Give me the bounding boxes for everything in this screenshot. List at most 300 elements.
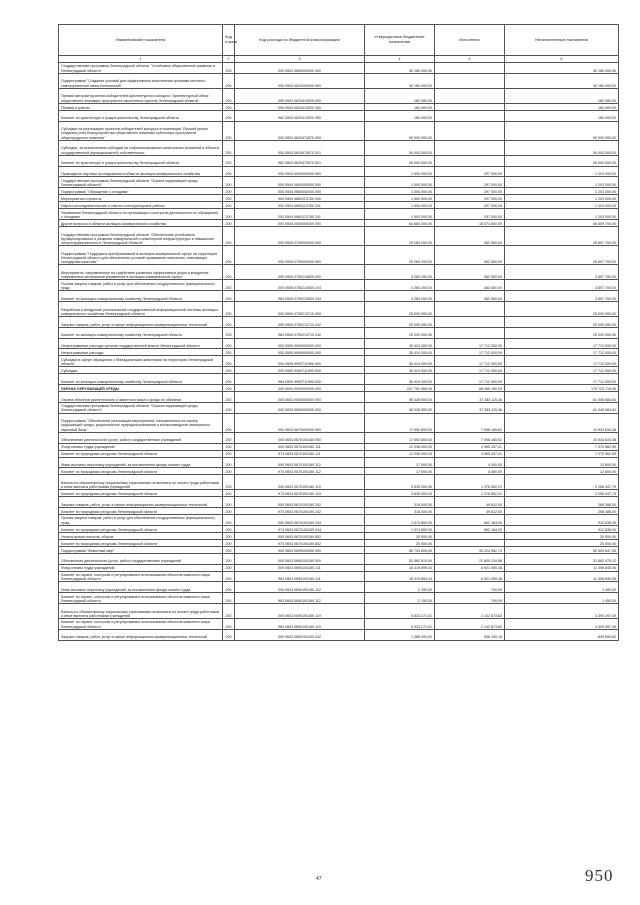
col-code-header: Код строки	[223, 25, 235, 56]
cell-executed: 297 000,00	[435, 209, 505, 220]
cell-kbk: 000 0603 0690100160 112	[235, 582, 365, 593]
cell-approved: 20 000,00	[365, 532, 435, 539]
cell-approved: 12 036 000,00	[365, 450, 435, 457]
cell-approved: 5 533 271,01	[365, 619, 435, 630]
cell-code: 200	[223, 209, 235, 220]
cell-executed: 297 000,00	[435, 188, 505, 195]
cell-remaining: 10 534 634,38	[505, 432, 619, 443]
cell-name: Комитет по охране, контролю и регулированию использования объектов животного мира Ленинградской области	[59, 619, 223, 630]
cell-approved: 50 000 000,00	[365, 121, 435, 140]
cell-name: Комитет по жилищно-коммунальному хозяйству Ленинградской области	[59, 291, 223, 302]
cell-code: 200	[223, 443, 235, 450]
cell-approved: 18 319 899,44	[365, 564, 435, 571]
cell-name: Фонд оплаты труда учреждений	[59, 564, 223, 571]
cell-kbk: 000 0503 0620474570 000	[235, 121, 365, 140]
cell-approved: 53 482 610,00	[365, 553, 435, 564]
cell-approved: 25 000 000,00	[365, 316, 435, 327]
cell-remaining: 17 712 000,00	[505, 349, 619, 356]
cell-name: Непрограммные расходы	[59, 349, 223, 356]
table-row	[59, 468, 619, 475]
table-row	[59, 265, 619, 280]
cell-remaining: 25 000 000,00	[505, 327, 619, 338]
table-row	[59, 546, 619, 553]
cell-name: Государственная программа Ленинградской области "Устойчивое общественное развитие в Ленинградской области"	[59, 63, 223, 74]
cell-remaining: 11 398 840,06	[505, 571, 619, 582]
cell-kbk: 000 0504 0660113760 241	[235, 202, 365, 209]
cell-approved: 18 319 899,44	[365, 571, 435, 582]
cell-remaining: 20 000,00	[505, 539, 619, 546]
table-row	[59, 629, 619, 640]
cell-code: 200	[223, 166, 235, 177]
cell-name: Взносы по обязательному социальному страхованию на выплаты по оплате труда работников и иные выплаты работникам учреждений	[59, 475, 223, 490]
cell-remaining: 2 258 447,79	[505, 490, 619, 497]
table-row	[59, 195, 619, 202]
cell-kbk: 000 0505 9990711990 000	[235, 356, 365, 367]
cell-name: Комитет по жилищно-коммунальному хозяйству Ленинградской области	[59, 327, 223, 338]
cell-approved: 2 150,00	[365, 593, 435, 604]
cell-kbk: 974 0603 0670100160 112	[235, 468, 365, 475]
cell-remaining: 12 600,00	[505, 457, 619, 468]
cell-code: 200	[223, 73, 235, 88]
cell-code: 200	[223, 525, 235, 532]
cell-name: Подпрограмма "Поддержка преобразований в жилищно-коммунальной сфере на территории Ленинградской области для обеспечения условий проживания населения, отвечающих стандартам качества"	[59, 246, 223, 265]
cell-kbk: 000 0503 0600000000 000	[235, 63, 365, 74]
cell-remaining: 61 045 684,64	[505, 391, 619, 402]
cell-executed: 37 283 115,36	[435, 402, 505, 413]
cell-remaining: 46 609 700,00	[505, 219, 619, 226]
cell-remaining: 17 712 000,00	[505, 338, 619, 349]
cell-code: 200	[223, 177, 235, 188]
cell-name: Субсидии в сфере обращения с безнадзорными животными на территории Ленинградской области	[59, 356, 223, 367]
cell-name: Премии авторам проектов-победителей архитектурного конкурса "Архитектурный облик общественно-значимых пространств населенных пунктов Ленинградской области"	[59, 88, 223, 103]
cell-remaining: 50 509 647,26	[505, 546, 619, 553]
cell-code: 200	[223, 468, 235, 475]
cell-code: 200	[223, 327, 235, 338]
cell-executed: 362 500,00	[435, 280, 505, 291]
cell-approved: 80 734 600,00	[365, 546, 435, 553]
cell-executed: 1 376 552,21	[435, 490, 505, 497]
cell-approved: 1 574 800,00	[365, 525, 435, 532]
table-row	[59, 553, 619, 564]
table-row	[59, 219, 619, 226]
cell-remaining: 1 450,00	[505, 593, 619, 604]
table-row	[59, 450, 619, 457]
cell-code: 200	[223, 155, 235, 166]
cell-approved: 25 000 000,00	[365, 301, 435, 316]
cell-executed	[435, 63, 505, 74]
cell-executed: 297 000,00	[435, 202, 505, 209]
cell-name: Субсидии	[59, 367, 223, 374]
cell-code: 200	[223, 121, 235, 140]
table-row	[59, 413, 619, 432]
cell-executed: 17 712 000,00	[435, 338, 505, 349]
cell-executed: 6 921 059,38	[435, 564, 505, 571]
cell-code: 200	[223, 110, 235, 121]
cell-name: Научно-исследовательские и опытно-конструкторские работы	[59, 202, 223, 209]
cell-kbk: 000 0505 0750210830 000	[235, 265, 365, 280]
cell-executed: 362 500,00	[435, 265, 505, 280]
cell-executed	[435, 73, 505, 88]
cell-code: 200	[223, 63, 235, 74]
cell-approved: 50 000 000,00	[365, 155, 435, 166]
cell-executed: 17 712 000,00	[435, 367, 505, 374]
cell-kbk: 984 0505 0750213710 242	[235, 327, 365, 338]
cell-name: Комитет по природным ресурсам Ленинградской области	[59, 468, 223, 475]
table-row	[59, 202, 619, 209]
cell-remaining: 268 388,00	[505, 508, 619, 515]
cell-remaining: 3 390 397,39	[505, 604, 619, 619]
column-index: 4	[365, 56, 435, 63]
cell-code: 200	[223, 497, 235, 508]
table-row	[59, 497, 619, 508]
cell-name: Управление Ленинградской области по организации и контролю деятельности по обращению с отходами	[59, 209, 223, 220]
cell-kbk: 000 0603 0670100160 000	[235, 432, 365, 443]
cell-name: Комитет по охране, контролю и регулированию использования объектов животного мира Ленинградской области	[59, 571, 223, 582]
table-row	[59, 564, 619, 571]
cell-remaining: 1 203 000,00	[505, 202, 619, 209]
cell-name: Охрана объектов растительного и животного мира и среды их обитания	[59, 391, 223, 402]
cell-executed: 2 142 873,62	[435, 604, 505, 619]
cell-approved: 20 000,00	[365, 539, 435, 546]
cell-remaining: 31 682 475,12	[505, 553, 619, 564]
cell-remaining: 28 897 700,00	[505, 226, 619, 245]
cell-remaining: 17 712 000,00	[505, 367, 619, 374]
cell-remaining: 11 398 840,06	[505, 564, 619, 571]
cell-approved: 180 000,00	[365, 103, 435, 110]
cell-remaining: 50 000 000,00	[505, 121, 619, 140]
cell-kbk: 000 0603 0600000000 000	[235, 402, 365, 413]
cell-remaining: 1 203 000,00	[505, 177, 619, 188]
cell-approved: 50 180 000,00	[365, 73, 435, 88]
column-index: 6	[505, 56, 619, 63]
table-row	[59, 166, 619, 177]
cell-name: Обеспечение деятельности (услуг, работ) государственных учреждений	[59, 432, 223, 443]
table-row	[59, 508, 619, 515]
cell-approved: 1 500 000,00	[365, 202, 435, 209]
cell-executed: 700,00	[435, 582, 505, 593]
cell-kbk: 000 0603 0690100160 111	[235, 564, 365, 571]
cell-remaining: 912 636,00	[505, 525, 619, 532]
cell-kbk: 000 0603 0670100160 119	[235, 475, 365, 490]
cell-remaining: 180 000,00	[505, 110, 619, 121]
cell-code: 200	[223, 515, 235, 526]
cell-executed	[435, 327, 505, 338]
cell-code: 200	[223, 571, 235, 582]
table-body	[59, 63, 619, 641]
cell-kbk: 000 0504 0660113760 000	[235, 195, 365, 202]
cell-approved: 17 592 800,00	[365, 413, 435, 432]
cell-executed	[435, 121, 505, 140]
table-row	[59, 593, 619, 604]
cell-executed: 7 058 165,62	[435, 432, 505, 443]
column-index: 3	[235, 56, 365, 63]
cell-kbk: 000 0505 0750000000 000	[235, 246, 365, 265]
cell-kbk: 974 0603 0670100160 242	[235, 508, 365, 515]
cell-executed: 1 376 552,21	[435, 475, 505, 490]
cell-code: 200	[223, 188, 235, 195]
handwritten-page-stamp: 950	[585, 866, 614, 885]
cell-code: 200	[223, 564, 235, 571]
cell-code: 200	[223, 546, 235, 553]
cell-remaining: 1 203 000,00	[505, 209, 619, 220]
cell-kbk: 000 0503 0620000000 000	[235, 73, 365, 88]
cell-name: Непрограммные расходы органов государственной власти Ленинградской области	[59, 338, 223, 349]
cell-executed: 4 965 437,41	[435, 450, 505, 457]
cell-executed: 662 164,00	[435, 515, 505, 526]
table-row	[59, 515, 619, 526]
cell-executed	[435, 316, 505, 327]
cell-remaining: 1 203 000,00	[505, 188, 619, 195]
cell-code: 200	[223, 265, 235, 280]
cell-approved: 50 180 000,00	[365, 63, 435, 74]
cell-kbk: 000 0603 0670100160 242	[235, 497, 365, 508]
cell-code: 200	[223, 367, 235, 374]
table-row	[59, 291, 619, 302]
cell-approved: 1 500 000,00	[365, 195, 435, 202]
cell-name: Подпрограмма "Животный мир"	[59, 546, 223, 553]
cell-code: 200	[223, 539, 235, 546]
cell-executed	[435, 88, 505, 103]
cell-executed: 4 965 437,41	[435, 443, 505, 450]
cell-approved: 25 000 000,00	[365, 327, 435, 338]
cell-kbk: 000 0503 0620413920 000	[235, 88, 365, 103]
cell-name: Уплата прочих налогов, сборов	[59, 532, 223, 539]
cell-name: Разработка и внедрение региональной государственной информационной системы жилищно-коммунального хозяйства Ленинградской области	[59, 301, 223, 316]
cell-remaining: 61 045 684,64	[505, 402, 619, 413]
cell-executed: 362 500,00	[435, 226, 505, 245]
cell-kbk: 000 0603 0690000000 000	[235, 546, 365, 553]
cell-code: 200	[223, 140, 235, 155]
cell-approved: 3 635 000,00	[365, 475, 435, 490]
cell-kbk: 000 0603 0690100160 119	[235, 604, 365, 619]
cell-remaining: 25 000 000,00	[505, 301, 619, 316]
cell-executed: 362 500,00	[435, 291, 505, 302]
cell-code: 200	[223, 280, 235, 291]
cell-approved: 12 036 000,00	[365, 443, 435, 450]
cell-code: 200	[223, 457, 235, 468]
cell-kbk: 000 0603 0690100160 242	[235, 629, 365, 640]
cell-remaining: 25 000 000,00	[505, 316, 619, 327]
col-remaining-header: Неисполненные назначения	[505, 25, 619, 56]
table-row	[59, 103, 619, 110]
cell-remaining: 20 000,00	[505, 532, 619, 539]
cell-executed: 21 800 134,88	[435, 553, 505, 564]
cell-name: Комитет по природным ресурсам Ленинградской области	[59, 508, 223, 515]
cell-kbk: 000 0505 0750210830 244	[235, 280, 365, 291]
cell-code: 200	[223, 475, 235, 490]
cell-kbk: 000 0504 0600000000 000	[235, 177, 365, 188]
cell-approved: 35 424 000,00	[365, 349, 435, 356]
cell-executed: 49 612,00	[435, 508, 505, 515]
table-row	[59, 571, 619, 582]
cell-kbk: 000 0603 0690100160 000	[235, 553, 365, 564]
table-row	[59, 301, 619, 316]
cell-approved: 247 792 906,00	[365, 384, 435, 391]
cell-kbk: 000 0603 0670100160 244	[235, 515, 365, 526]
cell-code: 200	[223, 103, 235, 110]
cell-remaining: 1 203 000,00	[505, 166, 619, 177]
cell-kbk: 000 0505 9990000000 000	[235, 349, 365, 356]
cell-approved: 64 684 200,00	[365, 219, 435, 226]
cell-executed: 30 224 952,74	[435, 546, 505, 553]
cell-name: Государственная программа Ленинградской области "Охрана окружающей среды Ленинградской области"	[59, 402, 223, 413]
cell-kbk: 983 0603 0690100160 111	[235, 571, 365, 582]
cell-remaining: 12 600,00	[505, 468, 619, 475]
cell-remaining: 180 000,00	[505, 103, 619, 110]
cell-kbk: 984 0505 0750210830 244	[235, 291, 365, 302]
cell-kbk: 000 0603 0000000000 000	[235, 391, 365, 402]
cell-code: 200	[223, 384, 235, 391]
cell-code: 200	[223, 508, 235, 515]
cell-approved: 1 500 000,00	[365, 209, 435, 220]
cell-executed: 49 612,00	[435, 497, 505, 508]
cell-name: Мероприятия, направленные на содействие развитию эффективных форм и внедрение современных механизмов управления в жилищно-коммунальной сфере	[59, 265, 223, 280]
cell-executed	[435, 539, 505, 546]
cell-remaining: 28 897 700,00	[505, 246, 619, 265]
cell-name: Подпрограмма "Обращение с отходами"	[59, 188, 223, 195]
cell-kbk: 000 0505 9990711990 530	[235, 367, 365, 374]
cell-executed: 18 074 500,00	[435, 219, 505, 226]
table-row	[59, 402, 619, 413]
cell-executed	[435, 301, 505, 316]
cell-code: 200	[223, 604, 235, 619]
cell-remaining: 1 450,00	[505, 582, 619, 593]
cell-approved: 318 000,00	[365, 508, 435, 515]
cell-executed	[435, 532, 505, 539]
cell-code: 200	[223, 316, 235, 327]
cell-code: 200	[223, 356, 235, 367]
cell-code: 200	[223, 391, 235, 402]
table-row	[59, 280, 619, 291]
cell-kbk: 000 0503 0620413920 350	[235, 103, 365, 110]
cell-name: Закупка товаров, работ, услуг в сфере информационно-коммуникационных технологий	[59, 316, 223, 327]
table-row	[59, 443, 619, 450]
cell-name: Комитет по природным ресурсам Ленинградской области	[59, 539, 223, 546]
cell-approved: 98 328 900,00	[365, 391, 435, 402]
cell-name: Комитет по архитектуре и градостроительству Ленинградской области	[59, 155, 223, 166]
cell-name: Государственная программа Ленинградской области "Охрана окружающей среды Ленинградской области"	[59, 177, 223, 188]
cell-remaining: 2 258 447,79	[505, 475, 619, 490]
cell-executed: 662 164,00	[435, 525, 505, 532]
cell-remaining: 17 712 000,00	[505, 374, 619, 385]
cell-name: Обеспечение деятельности (услуг, работ) государственных учреждений	[59, 553, 223, 564]
cell-name: Комитет по природным ресурсам Ленинградской области	[59, 525, 223, 532]
cell-approved: 3 635 000,00	[365, 490, 435, 497]
cell-name: Прочая закупка товаров, работ и услуг для обеспечения государственных (муниципальных) нужд	[59, 280, 223, 291]
cell-code: 200	[223, 291, 235, 302]
cell-code: 200	[223, 532, 235, 539]
cell-approved: 2 150,00	[365, 582, 435, 593]
cell-executed: 700,00	[435, 593, 505, 604]
cell-code: 200	[223, 88, 235, 103]
cell-executed	[435, 103, 505, 110]
table-row	[59, 73, 619, 88]
cell-executed: 68 069 190,94	[435, 384, 505, 391]
cell-approved: 98 328 900,00	[365, 402, 435, 413]
cell-approved: 1 574 800,00	[365, 515, 435, 526]
table-row	[59, 582, 619, 593]
table-row	[59, 226, 619, 245]
cell-remaining: 3 897 700,00	[505, 280, 619, 291]
table-row	[59, 367, 619, 374]
report-sheet	[58, 24, 618, 641]
cell-code: 200	[223, 246, 235, 265]
cell-name: Премии и гранты	[59, 103, 223, 110]
cell-kbk: 962 0503 0620413920 350	[235, 110, 365, 121]
cell-code: 200	[223, 349, 235, 356]
cell-code: 200	[223, 413, 235, 432]
cell-executed: 538 340,18	[435, 629, 505, 640]
table-row	[59, 110, 619, 121]
cell-approved: 5 533 271,01	[365, 604, 435, 619]
cell-remaining: 180 000,00	[505, 88, 619, 103]
cell-remaining: 50 000 000,00	[505, 155, 619, 166]
cell-executed: 17 712 000,00	[435, 374, 505, 385]
cell-name: Подпрограмма "Создание условий для эффективного выполнения органами местного самоуправления своих полномочий"	[59, 73, 223, 88]
cell-executed: 297 000,00	[435, 195, 505, 202]
table-row	[59, 188, 619, 195]
cell-kbk: 000 0504 0660000000 000	[235, 188, 365, 195]
cell-code: 200	[223, 202, 235, 209]
cell-approved: 4 260 200,00	[365, 280, 435, 291]
table-row	[59, 384, 619, 391]
table-header-row	[59, 25, 619, 56]
table-row	[59, 391, 619, 402]
cell-approved: 180 000,00	[365, 88, 435, 103]
cell-code: 200	[223, 432, 235, 443]
table-row	[59, 121, 619, 140]
cell-remaining: 179 723 715,06	[505, 384, 619, 391]
table-row	[59, 457, 619, 468]
cell-executed: 4 400,00	[435, 457, 505, 468]
cell-code: 200	[223, 195, 235, 202]
cell-approved: 35 424 000,00	[365, 356, 435, 367]
cell-name: Подпрограмма "Обеспечение реализации мероприятий, направленных на охрану окружающей среды, рациональное природопользование и воспроизводство минерально-сырьевой базы"	[59, 413, 223, 432]
table-row	[59, 316, 619, 327]
cell-name: Субсидии, за исключением субсидий на софинансирование капитальных вложений в объекты государственной (муниципальной) собственности	[59, 140, 223, 155]
col-kbk-header: Код расхода по бюджетной классификации	[235, 25, 365, 56]
cell-name: Фонд оплаты труда учреждений	[59, 443, 223, 450]
column-index: 5	[435, 56, 505, 63]
cell-approved: 35 424 000,00	[365, 374, 435, 385]
cell-name: Комитет по охране, контролю и регулированию использования объектов животного мира Ленинградской области	[59, 593, 223, 604]
cell-name: Иные выплаты персоналу учреждений, за исключением фонда оплаты труда	[59, 457, 223, 468]
cell-name: Мероприятия и проекты	[59, 195, 223, 202]
cell-kbk: 000 0505 0750213710 000	[235, 301, 365, 316]
cell-code: 200	[223, 374, 235, 385]
cell-code: 200	[223, 226, 235, 245]
cell-kbk: 974 0603 0670100160 244	[235, 525, 365, 532]
cell-kbk: 000 0603 0670100160 112	[235, 457, 365, 468]
table-row	[59, 532, 619, 539]
cell-kbk: 000 0603 0670100160 111	[235, 443, 365, 450]
cell-kbk: 974 0603 0670100160 119	[235, 490, 365, 497]
cell-approved: 17 000,00	[365, 457, 435, 468]
cell-executed: 7 058 165,62	[435, 413, 505, 432]
table-row	[59, 155, 619, 166]
cell-remaining: 3 390 397,39	[505, 619, 619, 630]
cell-approved: 29 260 200,00	[365, 226, 435, 245]
cell-name: Прикладные научные исследования в области жилищно-коммунального хозяйства	[59, 166, 223, 177]
page-number: 47	[316, 876, 322, 882]
column-index-row	[59, 56, 619, 63]
cell-kbk: 000 0600 0000000000 000	[235, 384, 365, 391]
cell-code: 200	[223, 490, 235, 497]
cell-remaining: 50 180 000,00	[505, 73, 619, 88]
cell-approved: 1 388 000,00	[365, 629, 435, 640]
cell-kbk: 000 0505 0750213710 242	[235, 316, 365, 327]
cell-code: 200	[223, 219, 235, 226]
